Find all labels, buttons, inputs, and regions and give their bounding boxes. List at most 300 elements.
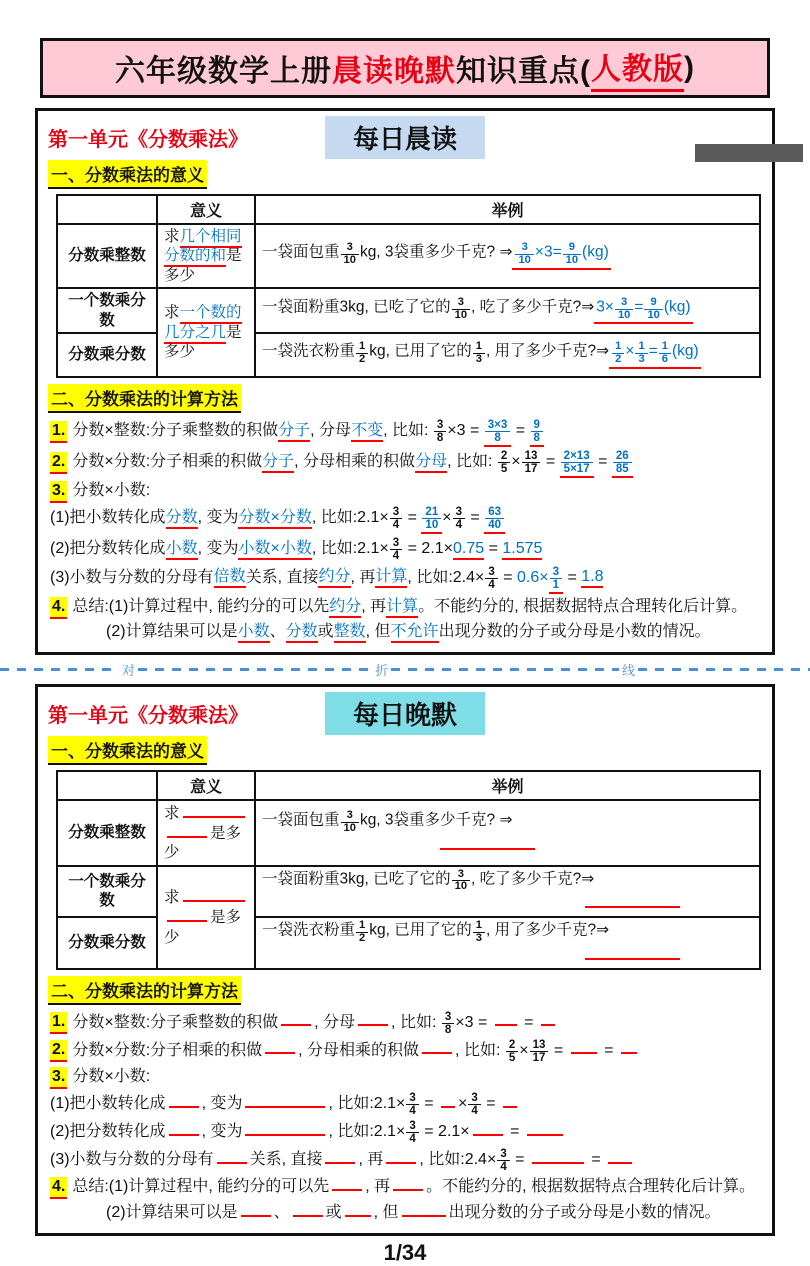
text-run: , 再 (350, 568, 376, 586)
fold-dash (0, 668, 119, 671)
fraction (340, 242, 360, 266)
answer-blank (169, 1093, 199, 1108)
answer-blank (217, 1149, 247, 1164)
red-text: 晨读晚默 (332, 55, 456, 88)
calc-line (50, 1148, 762, 1173)
blue-underlined-term: 分母 (415, 453, 447, 473)
fraction-denominator: 8 (494, 431, 501, 444)
text-run: , 吃了多少千克?⇒ (471, 870, 595, 888)
answer-blank (571, 1039, 597, 1054)
answer-blank (169, 1121, 199, 1136)
answer-blank (241, 1202, 271, 1217)
text-run: , 变为 (201, 1094, 243, 1112)
text-run: × (458, 1094, 468, 1112)
header-example: 举例 (255, 771, 760, 800)
fraction (530, 419, 544, 447)
table-row (57, 224, 760, 288)
text-run: 分数×小数: (72, 1067, 151, 1085)
formula (609, 341, 700, 368)
text-run: = (586, 1150, 606, 1168)
fraction-numerator: 3 (406, 1092, 418, 1105)
calc-line (50, 481, 762, 503)
text-run: ×3= (534, 243, 562, 261)
header-meaning: 意义 (157, 195, 255, 224)
fraction-denominator: 10 (343, 254, 356, 267)
text-run: (2)把分数转化成 (50, 540, 166, 558)
fraction-numerator: 1 (356, 920, 368, 933)
fraction-numerator: 1 (356, 341, 368, 354)
meaning-cell (157, 224, 255, 288)
text-run: , 再 (361, 597, 387, 615)
answer-blank (245, 1093, 325, 1108)
fraction (405, 1092, 419, 1117)
answer-blank (621, 1039, 637, 1054)
fraction (433, 419, 447, 444)
fraction (452, 506, 466, 531)
fraction (405, 1120, 419, 1145)
blue-underlined-term: 计算 (386, 598, 418, 618)
calc-method-list (48, 1007, 762, 1224)
fraction-denominator: 10 (425, 519, 439, 532)
fraction (472, 341, 486, 365)
morning-header (48, 116, 762, 158)
fraction-denominator: 40 (488, 519, 502, 532)
fraction-numerator: 1 (612, 341, 624, 354)
corner-tab (695, 144, 803, 162)
answer-blank (527, 1121, 563, 1136)
fraction-denominator: 1 (552, 578, 559, 591)
text-run: = (563, 568, 582, 586)
fraction (562, 242, 582, 266)
fraction-numerator: 2 (498, 450, 510, 463)
answer-blank (541, 1011, 555, 1026)
formula (594, 297, 692, 324)
fraction-numerator: 3 (515, 242, 533, 255)
text-run: kg, 3袋重多少千克? ⇒ (359, 811, 513, 829)
morning-badge: 每日晨读 (325, 116, 485, 159)
red-underlined-text: 人教版 (591, 44, 684, 92)
text-run: 是多少 (164, 247, 242, 284)
fold-line (0, 662, 810, 678)
text-run: , 比如: (447, 452, 497, 470)
fraction (549, 566, 563, 594)
fraction-denominator: 4 (455, 519, 462, 532)
text-run: , 分母 (310, 421, 352, 439)
fraction (484, 506, 505, 534)
text-run: 分数×小数: (72, 482, 151, 500)
fraction (658, 341, 672, 365)
text-run: 分数×整数:分子乘整数的积做 (72, 1013, 279, 1031)
text-run: = (549, 1041, 568, 1059)
blue-underlined-term: 分数 (286, 623, 318, 643)
fraction (611, 341, 625, 365)
fraction-numerator: 2 (506, 1039, 518, 1052)
fraction (467, 1092, 481, 1117)
text-run: , 但 (373, 1204, 399, 1222)
calc-line (50, 1202, 762, 1223)
text-run: 。不能约分的, 根据数据特点合理转化后计算。 (426, 1178, 756, 1196)
fraction-numerator: 3 (452, 869, 470, 882)
calc-line (50, 506, 762, 534)
text-run: = (498, 568, 517, 586)
row-name: 分数乘分数 (57, 917, 157, 969)
fraction (389, 537, 403, 562)
header-meaning: 意义 (157, 771, 255, 800)
answer-blank (422, 1039, 452, 1054)
text-run: , 分母相乘的积做 (298, 1041, 420, 1059)
row-name: 分数乘分数 (57, 333, 157, 377)
text-run: (1)把小数转化成 (50, 508, 166, 526)
fraction-denominator: 85 (615, 463, 629, 476)
blue-underlined-term: 不允许 (391, 623, 439, 643)
blue-underlined-term: 整数 (334, 623, 366, 643)
meaning-cell-merged (157, 288, 255, 377)
text-run: , 分母相乘的积做 (294, 452, 416, 470)
meaning-cell (157, 800, 255, 866)
text-run: (3)小数与分数的分母有 (50, 1150, 214, 1168)
text-run: 求 (164, 889, 180, 907)
text-run: , 变为 (197, 540, 239, 558)
text-run: , 再 (358, 1150, 384, 1168)
text-run: (kg) (582, 243, 609, 261)
blue-underlined-term: 一个数的几分之几 (164, 304, 242, 343)
evening-badge: 每日晚默 (325, 692, 485, 735)
text-run: 出现分数的分子或分母是小数的情况。 (448, 1204, 721, 1222)
blue-underlined-term: 小数 (166, 540, 198, 560)
page-title (40, 38, 770, 98)
fraction-numerator: 3 (550, 566, 562, 579)
section2-heading: 二、分数乘法的计算方法 (48, 976, 241, 1005)
text-run: × (442, 508, 452, 526)
fraction-numerator: 3 (341, 810, 359, 823)
header-empty (57, 195, 157, 224)
example-cell (255, 866, 760, 917)
fraction-denominator: 2 (359, 352, 366, 365)
fraction (355, 341, 369, 365)
text-run: = (465, 508, 485, 526)
fraction-denominator: 17 (524, 463, 538, 476)
text-run: 一袋面包重 (262, 243, 340, 261)
blue-underlined-term: 小数 (238, 623, 270, 643)
fraction-denominator: 10 (617, 308, 631, 321)
answer-blank (473, 1121, 503, 1136)
text-run: 一袋面粉重3kg, 已吃了它的 (262, 870, 451, 888)
table-row (57, 288, 760, 333)
fold-dash (391, 668, 619, 671)
calc-line (50, 597, 762, 619)
text-run: (1)把小数转化成 (50, 1094, 166, 1112)
fraction (497, 450, 511, 475)
fraction-numerator: 9 (563, 242, 581, 255)
text-run: = (634, 298, 644, 316)
fold-label: 折 (375, 663, 389, 679)
fraction-denominator: 5 (500, 463, 508, 476)
fraction-numerator: 1 (659, 341, 671, 354)
fraction-numerator: 3 (434, 419, 446, 432)
text-run: = (481, 1094, 501, 1112)
fraction-denominator: 8 (533, 431, 540, 444)
text-run: 关系, 直接 (245, 568, 319, 586)
text-run: , 再 (365, 1178, 391, 1196)
text-run: 出现分数的分子或分母是小数的情况。 (438, 622, 711, 640)
text-run: 求 (164, 304, 180, 322)
fraction-denominator: 4 (488, 578, 495, 591)
text-run: = (541, 452, 560, 470)
fraction-numerator: 1 (473, 341, 485, 354)
text-run: = (519, 1013, 538, 1031)
item-number: 2. (50, 452, 67, 474)
section1-heading: 一、分数乘法的意义 (48, 160, 207, 189)
item-number: 4. (50, 1177, 67, 1199)
answer-blank (585, 945, 680, 960)
blue-underlined-term: 分子 (262, 453, 294, 473)
text-run: , 比如:2.4× (419, 1150, 497, 1168)
fraction-numerator: 3 (485, 566, 497, 579)
fraction (529, 1039, 550, 1064)
calc-line (50, 1092, 762, 1117)
text-run: , 变为 (201, 1122, 243, 1140)
text-run: 一袋面包重 (262, 811, 340, 829)
fraction (451, 297, 471, 321)
answer-blank (495, 1011, 517, 1026)
answer-blank (325, 1149, 355, 1164)
text-run: , 比如: (383, 421, 433, 439)
text-run: × (519, 1041, 529, 1059)
fraction-denominator: 4 (500, 1161, 507, 1174)
fraction-denominator: 4 (471, 1104, 478, 1117)
meaning-table (56, 194, 761, 378)
calc-method-list (48, 415, 762, 642)
text-run: kg, 已用了它的 (369, 342, 472, 360)
fraction (451, 869, 471, 893)
fraction-numerator: 3 (452, 297, 470, 310)
section2-heading: 二、分数乘法的计算方法 (48, 384, 241, 413)
fraction (560, 450, 594, 478)
text-run: 、 (269, 622, 286, 640)
text-run: = (419, 1094, 439, 1112)
fraction-numerator: 3 (390, 506, 402, 519)
text-run: 。不能约分的, 根据数据特点合理转化后计算。 (418, 597, 748, 615)
morning-section (35, 108, 775, 655)
table-row (57, 800, 760, 866)
text-run: ×3 = (447, 421, 484, 439)
fraction (472, 920, 486, 944)
text-run: 3× (596, 298, 614, 316)
text-run: 分数×分数:分子相乘的积做 (72, 1041, 263, 1059)
answer-blank (386, 1149, 416, 1164)
fraction (643, 297, 663, 321)
text-run: ×3 = (455, 1013, 492, 1031)
fraction-denominator: 5×17 (563, 463, 590, 476)
item-number: 4. (50, 597, 67, 619)
text-run: 一袋面粉重3kg, 已吃了它的 (262, 298, 451, 316)
fraction (355, 920, 369, 944)
header-empty (57, 771, 157, 800)
fraction-denominator: 5 (508, 1051, 516, 1064)
blue-underlined-term: 约分 (329, 598, 361, 618)
answer-blank (402, 1202, 446, 1217)
unit-title: 第一单元《分数乘法》 (48, 129, 248, 151)
fraction-denominator: 10 (565, 254, 579, 267)
text-run: = (593, 452, 612, 470)
fraction-numerator: 9 (531, 419, 543, 432)
text-run: kg, 已用了它的 (369, 921, 472, 939)
answer-blank (440, 835, 535, 850)
fold-dash (638, 668, 810, 671)
meaning-cell-merged (157, 866, 255, 969)
calc-line (50, 1067, 762, 1089)
fraction-numerator: 13 (530, 1039, 549, 1052)
fraction-numerator: 3 (390, 537, 402, 550)
text-run: 或 (317, 622, 334, 640)
fraction-denominator: 10 (454, 308, 468, 321)
fraction (514, 242, 534, 266)
fraction-denominator: 4 (409, 1104, 416, 1117)
fraction-denominator: 8 (436, 431, 444, 444)
text-run: , 比如:2.1× (311, 540, 389, 558)
answer-blank (281, 1011, 311, 1026)
fraction (484, 566, 498, 591)
answer-blank (183, 887, 245, 902)
text-run: 是多少 (164, 323, 242, 361)
text-run: 、 (273, 1204, 290, 1222)
calc-line (50, 622, 762, 642)
meaning-table (56, 770, 761, 970)
blue-underlined-term: 分数 (166, 509, 198, 529)
text-run: = (511, 421, 530, 439)
header-example: 举例 (255, 195, 760, 224)
text-run: 是多少 (164, 825, 242, 862)
text-run: 求 (164, 804, 180, 822)
answer-blank (332, 1176, 362, 1191)
text-run: 知识重点( (456, 55, 591, 88)
text-run: = (648, 342, 658, 360)
fraction-numerator: 9 (644, 297, 662, 310)
fraction-denominator: 10 (343, 822, 356, 835)
answer-blank (441, 1093, 455, 1108)
table-row (57, 866, 760, 917)
fraction-numerator: 63 (485, 506, 504, 519)
text-run: , 比如:2.1× (328, 1122, 406, 1140)
text-run: = (484, 540, 503, 558)
fold-label: 对 (121, 663, 135, 679)
answer-blank (358, 1011, 388, 1026)
fraction-denominator: 2 (359, 931, 366, 944)
text-run: = (403, 508, 422, 526)
answer-blank (183, 803, 245, 818)
fold-dash (138, 668, 372, 671)
text-run: , 用了多少千克?⇒ (485, 921, 610, 939)
table-header-row (57, 771, 760, 800)
text-run: 关系, 直接 (249, 1150, 323, 1168)
fraction-denominator: 3 (638, 352, 645, 365)
text-run: 总结:(1)计算过程中, 能约分的可以先 (72, 597, 330, 615)
fraction-denominator: 3 (475, 931, 482, 944)
blue-underlined-term: 0.75 (453, 540, 484, 560)
answer-blank (585, 893, 680, 908)
blue-underlined-term: 分数×分数 (238, 509, 311, 529)
blue-underlined-term: 不变 (351, 422, 383, 442)
blue-underlined-term: 约分 (318, 568, 350, 588)
row-name: 一个数乘分数 (57, 866, 157, 917)
blue-underlined-term: 1.8 (581, 568, 603, 588)
text-run: 一袋洗衣粉重 (262, 921, 356, 939)
row-name: 一个数乘分数 (57, 288, 157, 333)
fraction-denominator: 10 (454, 880, 468, 893)
text-run: ) (684, 51, 695, 84)
text-run: 是多少 (164, 909, 242, 946)
fraction-numerator: 1 (635, 341, 647, 354)
fraction-denominator: 4 (392, 519, 400, 532)
answer-blank (503, 1093, 517, 1108)
text-run: (kg) (663, 298, 691, 316)
text-run: , 用了多少千克?⇒ (485, 342, 610, 360)
text-run: × (511, 452, 521, 470)
item-number: 1. (50, 421, 67, 443)
text-run: = 2.1× (403, 540, 454, 558)
text-run: 分数×整数:分子乘整数的积做 (72, 421, 279, 439)
text-run: , 比如:2.1× (328, 1094, 406, 1112)
item-number: 1. (50, 1012, 67, 1034)
text-run: 六年级数学上册 (115, 55, 332, 88)
blue-underlined-term: 计算 (375, 568, 407, 588)
section1-heading: 一、分数乘法的意义 (48, 736, 207, 765)
fraction-denominator: 4 (409, 1133, 416, 1146)
text-run: × (625, 342, 635, 360)
fraction-numerator: 3 (468, 1092, 480, 1105)
fraction-numerator: 3 (453, 506, 465, 519)
text-run: , 比如:2.4× (407, 568, 485, 586)
formula (512, 242, 610, 269)
answer-blank (167, 823, 207, 838)
item-number: 3. (50, 1067, 67, 1089)
fraction-denominator: 17 (532, 1051, 546, 1064)
answer-blank (608, 1149, 632, 1164)
answer-blank (393, 1176, 423, 1191)
table-header-row (57, 195, 760, 224)
fraction-denominator: 3 (475, 352, 482, 365)
text-run: , 但 (365, 622, 391, 640)
example-cell (255, 288, 760, 333)
fraction-denominator: 10 (518, 254, 531, 267)
fraction (614, 297, 634, 321)
blue-term: 0.6× (517, 568, 549, 586)
fraction-numerator: 1 (473, 920, 485, 933)
answer-blank (345, 1202, 371, 1217)
text-run: 总结:(1)计算过程中, 能约分的可以先 (72, 1178, 330, 1196)
fraction-denominator: 8 (444, 1023, 452, 1036)
calc-line (50, 566, 762, 594)
text-run: (2)计算结果可以是 (106, 1204, 238, 1222)
blue-underlined-term: 小数×小数 (238, 540, 311, 560)
example-cell (255, 800, 760, 866)
fraction (505, 1039, 519, 1064)
fraction-denominator: 10 (647, 308, 660, 321)
fraction (340, 810, 360, 834)
fraction-numerator: 3 (615, 297, 633, 310)
text-run: 或 (325, 1204, 342, 1222)
text-run: = (599, 1041, 618, 1059)
fraction (634, 341, 648, 365)
text-run: kg, 3袋重多少千克? ⇒ (359, 243, 513, 261)
calc-line (50, 537, 762, 562)
fraction (521, 450, 542, 475)
fraction-numerator: 3 (442, 1011, 454, 1024)
fraction (484, 419, 512, 447)
item-number: 3. (50, 481, 67, 503)
example-cell (255, 917, 760, 969)
text-run: (2)计算结果可以是 (106, 622, 238, 640)
